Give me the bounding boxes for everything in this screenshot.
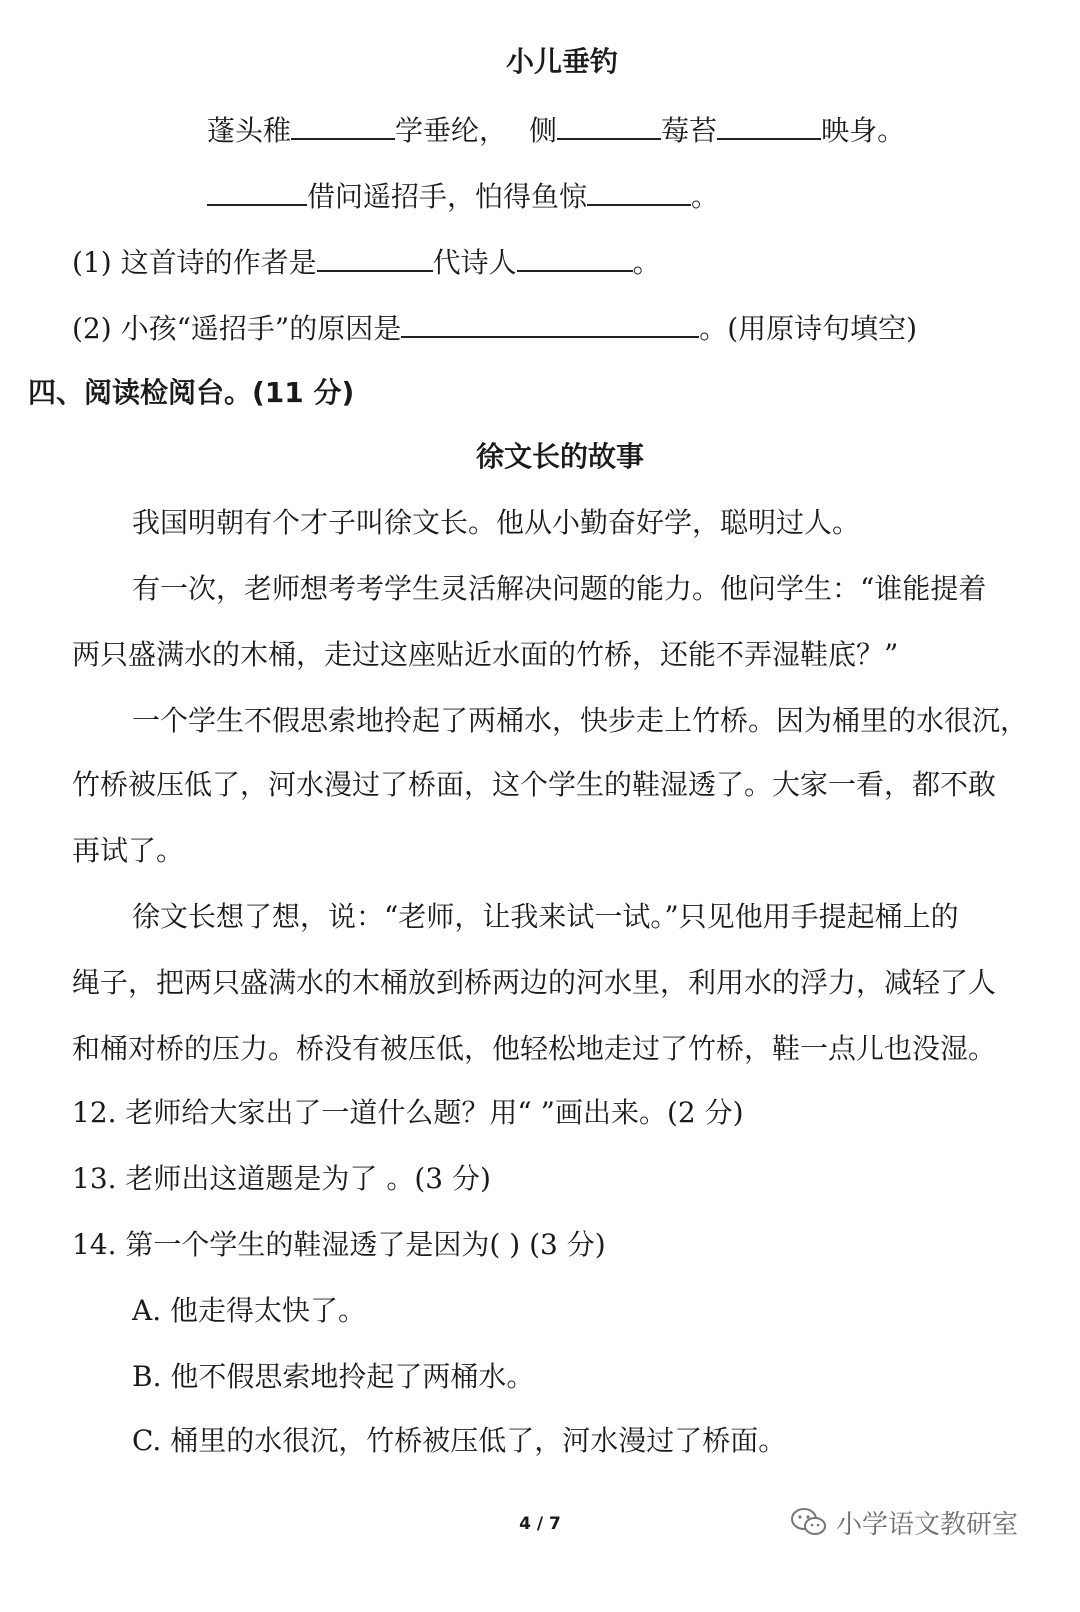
fill-blank[interactable]	[587, 178, 691, 206]
story-line: 竹桥被压低了，河水漫过了桥面，这个学生的鞋湿透了。大家一看，都不敢	[72, 768, 997, 801]
poem-line-1-part-4: 莓苔	[661, 114, 718, 147]
watermark	[790, 1502, 1018, 1542]
watermark-text: 小学语文教研室	[836, 1509, 1019, 1540]
fill-blank[interactable]	[401, 310, 699, 338]
page-number: 4 / 7	[519, 1514, 561, 1534]
wechat-icon	[790, 1506, 828, 1538]
story-line: 和桶对桥的压力。桥没有被压低，他轻松地走过了竹桥，鞋一点儿也没湿。	[72, 1032, 997, 1065]
question-14: 14. 第一个学生的鞋湿透了是因为( ) (3 分)	[72, 1228, 606, 1261]
fill-blank[interactable]	[517, 244, 633, 272]
poem-line-1-part-3: 侧	[529, 114, 558, 147]
question-12: 12. 老师给大家出了一道什么题？用“ ”画出来。(2 分)	[72, 1096, 744, 1129]
fill-blank[interactable]	[207, 178, 307, 206]
question-13: 13. 老师出这道题是为了 。(3 分)	[72, 1162, 491, 1195]
question-text: 。	[632, 246, 661, 279]
section-heading: 四、阅读检阅台。(11 分)	[28, 376, 355, 409]
poem-line-1	[207, 112, 905, 148]
story-line: 两只盛满水的木桶，走过这座贴近水面的竹桥，还能不弄湿鞋底？”	[72, 638, 899, 671]
poem-question-1	[72, 244, 661, 280]
question-text: 小孩“遥招手”的原因是	[120, 312, 402, 345]
story-line: 绳子，把两只盛满水的木桶放到桥两边的河水里，利用水的浮力，减轻了人	[72, 966, 997, 999]
poem-line-2	[207, 178, 719, 214]
story-title: 徐文长的故事	[475, 440, 644, 473]
poem-question-2	[72, 310, 917, 346]
question-text: 代诗人	[432, 246, 517, 279]
question-text: 这首诗的作者是	[120, 246, 317, 279]
story-line: 一个学生不假思索地拎起了两桶水，快步走上竹桥。因为桶里的水很沉，	[132, 704, 1029, 737]
option-c[interactable]: C. 桶里的水很沉，竹桥被压低了，河水漫过了桥面。	[132, 1424, 787, 1457]
option-b[interactable]: B. 他不假思索地拎起了两桶水。	[132, 1360, 535, 1393]
fill-blank[interactable]	[717, 112, 821, 140]
poem-line-1-part-5: 映身。	[821, 114, 906, 147]
poem-line-2-part-1: 借问遥招手，怕得鱼惊	[307, 180, 588, 213]
fill-blank[interactable]	[317, 244, 433, 272]
option-a[interactable]: A. 他走得太快了。	[132, 1294, 367, 1327]
question-number: (2)	[72, 312, 112, 345]
story-line: 再试了。	[72, 834, 185, 867]
poem-line-1-part-2: 学垂纶，	[395, 114, 508, 147]
question-text: 。(用原诗句填空)	[699, 312, 918, 345]
poem-line-2-part-2: 。	[691, 180, 720, 213]
fill-blank[interactable]	[557, 112, 661, 140]
story-line: 我国明朝有个才子叫徐文长。他从小勤奋好学，聪明过人。	[132, 506, 861, 539]
poem-title: 小儿垂钓	[505, 45, 618, 78]
question-number: (1)	[72, 246, 112, 279]
story-line: 有一次，老师想考考学生灵活解决问题的能力。他问学生：“谁能提着	[132, 572, 987, 605]
story-line: 徐文长想了想，说：“老师，让我来试一试。”只见他用手提起桶上的	[132, 900, 959, 933]
poem-line-1-part-1: 蓬头稚	[207, 114, 292, 147]
fill-blank[interactable]	[291, 112, 395, 140]
